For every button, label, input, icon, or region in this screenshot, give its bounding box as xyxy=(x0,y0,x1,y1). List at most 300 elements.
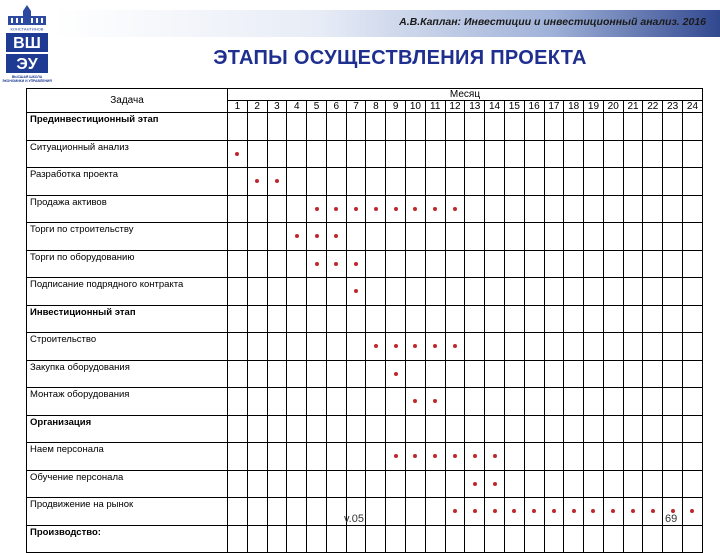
month-cell xyxy=(366,443,386,471)
month-cell xyxy=(544,525,564,553)
month-cell xyxy=(584,168,604,196)
month-cell xyxy=(663,278,683,306)
month-cell xyxy=(603,498,623,526)
month-cell xyxy=(564,305,584,333)
month-cell xyxy=(663,360,683,388)
logo-letters-2: ЭУ xyxy=(16,56,38,73)
month-number: 19 xyxy=(584,101,604,113)
month-cell xyxy=(307,140,327,168)
month-cell xyxy=(366,223,386,251)
month-cell xyxy=(307,388,327,416)
month-cell xyxy=(504,415,524,443)
month-cell xyxy=(485,415,505,443)
task-label: Торги по строительству xyxy=(27,223,228,251)
month-cell xyxy=(564,498,584,526)
month-number: 4 xyxy=(287,101,307,113)
month-number: 23 xyxy=(663,101,683,113)
month-cell xyxy=(524,195,544,223)
month-cell xyxy=(643,415,663,443)
month-cell xyxy=(247,113,267,141)
month-cell xyxy=(247,333,267,361)
month-cell xyxy=(366,498,386,526)
month-cell xyxy=(623,113,643,141)
activity-marker xyxy=(453,207,457,211)
activity-marker xyxy=(413,399,417,403)
month-cell xyxy=(524,525,544,553)
month-cell xyxy=(623,498,643,526)
month-cell xyxy=(682,140,702,168)
month-cell xyxy=(682,360,702,388)
month-cell xyxy=(247,250,267,278)
footer-code: v.05 xyxy=(344,513,364,525)
month-cell xyxy=(544,360,564,388)
table-row xyxy=(27,388,703,416)
activity-marker xyxy=(354,262,358,266)
month-cell xyxy=(346,305,366,333)
month-cell xyxy=(465,278,485,306)
month-cell xyxy=(524,278,544,306)
month-cell xyxy=(406,443,426,471)
month-cell xyxy=(603,168,623,196)
month-cell xyxy=(584,195,604,223)
month-cell xyxy=(524,443,544,471)
month-cell xyxy=(267,333,287,361)
month-cell xyxy=(584,333,604,361)
month-cell xyxy=(584,388,604,416)
table-row xyxy=(27,360,703,388)
month-cell xyxy=(228,333,248,361)
month-cell xyxy=(307,470,327,498)
month-number: 8 xyxy=(366,101,386,113)
month-cell xyxy=(406,250,426,278)
month-cell xyxy=(524,388,544,416)
activity-marker xyxy=(473,509,477,513)
month-cell xyxy=(544,113,564,141)
month-cell xyxy=(544,388,564,416)
month-cell xyxy=(287,470,307,498)
month-cell xyxy=(406,278,426,306)
activity-marker xyxy=(275,179,279,183)
month-cell xyxy=(504,525,524,553)
activity-marker xyxy=(433,399,437,403)
month-cell xyxy=(307,360,327,388)
month-cell xyxy=(386,498,406,526)
month-cell xyxy=(287,443,307,471)
table-row xyxy=(27,140,703,168)
month-cell xyxy=(287,305,307,333)
month-cell xyxy=(623,140,643,168)
month-cell xyxy=(247,360,267,388)
month-cell xyxy=(425,498,445,526)
month-cell xyxy=(663,140,683,168)
month-cell xyxy=(682,278,702,306)
activity-marker xyxy=(374,344,378,348)
month-cell xyxy=(465,443,485,471)
activity-marker xyxy=(532,509,536,513)
month-cell xyxy=(307,113,327,141)
month-cell xyxy=(267,443,287,471)
month-cell xyxy=(228,305,248,333)
month-cell xyxy=(445,113,465,141)
activity-marker xyxy=(433,454,437,458)
university-logo xyxy=(2,2,52,90)
month-cell xyxy=(445,305,465,333)
activity-marker xyxy=(651,509,655,513)
month-cell xyxy=(445,498,465,526)
month-cell xyxy=(425,525,445,553)
gantt-table xyxy=(26,88,703,553)
page-title: ЭТАПЫ ОСУЩЕСТВЛЕНИЯ ПРОЕКТА xyxy=(213,47,587,69)
month-cell xyxy=(406,195,426,223)
month-cell xyxy=(465,223,485,251)
month-cell xyxy=(603,470,623,498)
month-cell xyxy=(366,525,386,553)
activity-marker xyxy=(315,262,319,266)
month-cell xyxy=(663,168,683,196)
month-cell xyxy=(643,305,663,333)
task-label: Ситуационный анализ xyxy=(27,140,228,168)
month-cell xyxy=(445,278,465,306)
month-cell xyxy=(386,470,406,498)
month-cell xyxy=(544,278,564,306)
month-cell xyxy=(267,525,287,553)
month-cell xyxy=(326,305,346,333)
month-cell xyxy=(247,223,267,251)
month-cell xyxy=(623,250,643,278)
activity-marker xyxy=(394,454,398,458)
month-cell xyxy=(386,113,406,141)
month-cell xyxy=(326,278,346,306)
month-cell xyxy=(425,333,445,361)
month-cell xyxy=(485,333,505,361)
task-label: Разработка проекта xyxy=(27,168,228,196)
month-number: 2 xyxy=(247,101,267,113)
month-cell xyxy=(663,443,683,471)
month-cell xyxy=(326,168,346,196)
month-cell xyxy=(465,195,485,223)
month-cell xyxy=(366,333,386,361)
month-cell xyxy=(524,415,544,443)
month-cell xyxy=(504,388,524,416)
month-cell xyxy=(228,470,248,498)
month-number: 3 xyxy=(267,101,287,113)
month-cell xyxy=(425,140,445,168)
activity-marker xyxy=(334,262,338,266)
month-cell xyxy=(544,140,564,168)
month-cell xyxy=(406,113,426,141)
month-cell xyxy=(425,278,445,306)
month-number: 9 xyxy=(386,101,406,113)
month-cell xyxy=(425,388,445,416)
stage-label: Прединвестиционный этап xyxy=(27,113,228,141)
month-cell xyxy=(663,305,683,333)
month-cell xyxy=(307,195,327,223)
month-cell xyxy=(287,195,307,223)
month-cell xyxy=(386,250,406,278)
table-row xyxy=(27,525,703,553)
month-cell xyxy=(584,250,604,278)
month-cell xyxy=(267,140,287,168)
month-cell xyxy=(247,140,267,168)
month-cell xyxy=(287,168,307,196)
month-cell xyxy=(287,360,307,388)
month-cell xyxy=(603,360,623,388)
month-cell xyxy=(228,388,248,416)
task-label: Продвижение на рынок xyxy=(27,498,228,526)
month-cell xyxy=(485,223,505,251)
month-cell xyxy=(445,195,465,223)
month-cell xyxy=(386,305,406,333)
month-cell xyxy=(267,360,287,388)
month-cell xyxy=(564,195,584,223)
month-cell xyxy=(465,250,485,278)
month-cell xyxy=(564,140,584,168)
table-row xyxy=(27,278,703,306)
month-cell xyxy=(247,498,267,526)
month-number: 13 xyxy=(465,101,485,113)
month-cell xyxy=(564,360,584,388)
month-cell xyxy=(406,415,426,443)
month-number: 24 xyxy=(682,101,702,113)
month-cell xyxy=(247,168,267,196)
month-cell xyxy=(544,498,564,526)
month-cell xyxy=(623,443,643,471)
month-cell xyxy=(504,333,524,361)
month-cell xyxy=(504,250,524,278)
month-cell xyxy=(504,168,524,196)
month-cell xyxy=(346,525,366,553)
month-cell xyxy=(584,470,604,498)
month-cell xyxy=(663,525,683,553)
month-cell xyxy=(524,113,544,141)
month-cell xyxy=(682,415,702,443)
month-cell xyxy=(663,113,683,141)
month-cell xyxy=(267,168,287,196)
month-cell xyxy=(485,498,505,526)
activity-marker xyxy=(413,344,417,348)
month-cell xyxy=(564,333,584,361)
month-cell xyxy=(584,305,604,333)
month-cell xyxy=(425,223,445,251)
month-cell xyxy=(564,278,584,306)
month-cell xyxy=(366,305,386,333)
month-cell xyxy=(326,525,346,553)
month-cell xyxy=(406,360,426,388)
month-cell xyxy=(228,415,248,443)
month-cell xyxy=(504,278,524,306)
activity-marker xyxy=(552,509,556,513)
month-cell xyxy=(603,113,623,141)
month-cell xyxy=(366,470,386,498)
month-cell xyxy=(386,168,406,196)
month-cell xyxy=(623,525,643,553)
month-cell xyxy=(643,140,663,168)
month-cell xyxy=(406,498,426,526)
activity-marker xyxy=(473,482,477,486)
activity-marker xyxy=(334,234,338,238)
month-cell xyxy=(326,415,346,443)
month-cell xyxy=(386,333,406,361)
month-cell xyxy=(366,278,386,306)
activity-marker xyxy=(433,344,437,348)
month-cell xyxy=(346,278,366,306)
month-cell xyxy=(465,415,485,443)
month-cell xyxy=(346,360,366,388)
task-label: Наем персонала xyxy=(27,443,228,471)
month-cell xyxy=(603,250,623,278)
logo-top-text: КОНСТАНТИНОВ xyxy=(10,26,44,32)
task-label: Торги по оборудованию xyxy=(27,250,228,278)
month-number: 14 xyxy=(485,101,505,113)
month-cell xyxy=(228,525,248,553)
month-cell xyxy=(504,443,524,471)
month-cell xyxy=(643,498,663,526)
month-cell xyxy=(247,415,267,443)
activity-marker xyxy=(453,509,457,513)
month-cell xyxy=(564,525,584,553)
month-cell xyxy=(603,525,623,553)
month-cell xyxy=(623,360,643,388)
month-number: 5 xyxy=(307,101,327,113)
task-label: Подписание подрядного контракта xyxy=(27,278,228,306)
month-cell xyxy=(228,113,248,141)
month-cell xyxy=(307,223,327,251)
month-cell xyxy=(247,525,267,553)
month-cell xyxy=(524,140,544,168)
month-number: 15 xyxy=(504,101,524,113)
month-cell xyxy=(524,333,544,361)
month-cell xyxy=(504,305,524,333)
month-cell xyxy=(623,278,643,306)
month-cell xyxy=(445,470,465,498)
month-cell xyxy=(524,168,544,196)
activity-marker xyxy=(413,207,417,211)
month-cell xyxy=(584,360,604,388)
activity-marker xyxy=(493,482,497,486)
month-cell xyxy=(603,305,623,333)
month-cell xyxy=(544,305,564,333)
month-column-header: Месяц xyxy=(228,89,703,101)
month-cell xyxy=(564,443,584,471)
month-cell xyxy=(247,443,267,471)
month-cell xyxy=(544,168,564,196)
month-cell xyxy=(465,360,485,388)
month-cell xyxy=(682,333,702,361)
table-row xyxy=(27,443,703,471)
activity-marker xyxy=(235,152,239,156)
month-cell xyxy=(564,415,584,443)
month-cell xyxy=(267,305,287,333)
month-cell xyxy=(366,415,386,443)
task-label: Обучение персонала xyxy=(27,470,228,498)
month-cell xyxy=(564,168,584,196)
month-cell xyxy=(346,333,366,361)
month-cell xyxy=(267,498,287,526)
table-row xyxy=(27,250,703,278)
month-cell xyxy=(643,250,663,278)
month-cell xyxy=(406,168,426,196)
month-cell xyxy=(326,113,346,141)
month-cell xyxy=(346,443,366,471)
month-cell xyxy=(504,113,524,141)
table-row xyxy=(27,223,703,251)
month-number: 21 xyxy=(623,101,643,113)
month-cell xyxy=(307,168,327,196)
month-cell xyxy=(346,113,366,141)
month-cell xyxy=(603,140,623,168)
month-cell xyxy=(485,140,505,168)
month-cell xyxy=(346,168,366,196)
activity-marker xyxy=(493,454,497,458)
month-cell xyxy=(267,388,287,416)
month-cell xyxy=(682,443,702,471)
month-cell xyxy=(287,415,307,443)
month-cell xyxy=(425,168,445,196)
month-cell xyxy=(623,415,643,443)
month-cell xyxy=(326,140,346,168)
month-cell xyxy=(623,470,643,498)
month-cell xyxy=(504,360,524,388)
table-row xyxy=(27,333,703,361)
month-cell xyxy=(445,140,465,168)
month-cell xyxy=(445,525,465,553)
header-row xyxy=(27,89,703,101)
month-cell xyxy=(445,250,465,278)
activity-marker xyxy=(374,207,378,211)
month-cell xyxy=(247,195,267,223)
month-cell xyxy=(326,223,346,251)
task-column-header: Задача xyxy=(27,89,228,113)
month-cell xyxy=(346,223,366,251)
month-cell xyxy=(682,113,702,141)
activity-marker xyxy=(572,509,576,513)
month-cell xyxy=(603,333,623,361)
month-cell xyxy=(603,415,623,443)
month-cell xyxy=(366,360,386,388)
month-cell xyxy=(504,223,524,251)
month-cell xyxy=(228,250,248,278)
month-cell xyxy=(406,333,426,361)
month-cell xyxy=(307,333,327,361)
month-cell xyxy=(267,113,287,141)
task-label: Монтаж оборудования xyxy=(27,388,228,416)
activity-marker xyxy=(453,454,457,458)
month-cell xyxy=(603,278,623,306)
activity-marker xyxy=(315,207,319,211)
month-cell xyxy=(287,333,307,361)
month-cell xyxy=(564,223,584,251)
month-cell xyxy=(425,305,445,333)
month-cell xyxy=(504,195,524,223)
month-cell xyxy=(643,525,663,553)
month-cell xyxy=(524,498,544,526)
month-cell xyxy=(524,250,544,278)
month-cell xyxy=(544,223,564,251)
month-cell xyxy=(287,388,307,416)
month-cell xyxy=(366,388,386,416)
table-row xyxy=(27,168,703,196)
month-cell xyxy=(584,443,604,471)
month-number: 18 xyxy=(564,101,584,113)
month-cell xyxy=(326,388,346,416)
activity-marker xyxy=(690,509,694,513)
month-cell xyxy=(247,305,267,333)
month-cell xyxy=(406,470,426,498)
month-cell xyxy=(603,388,623,416)
month-cell xyxy=(307,250,327,278)
stage-label: Производство: xyxy=(27,525,228,553)
month-cell xyxy=(425,250,445,278)
